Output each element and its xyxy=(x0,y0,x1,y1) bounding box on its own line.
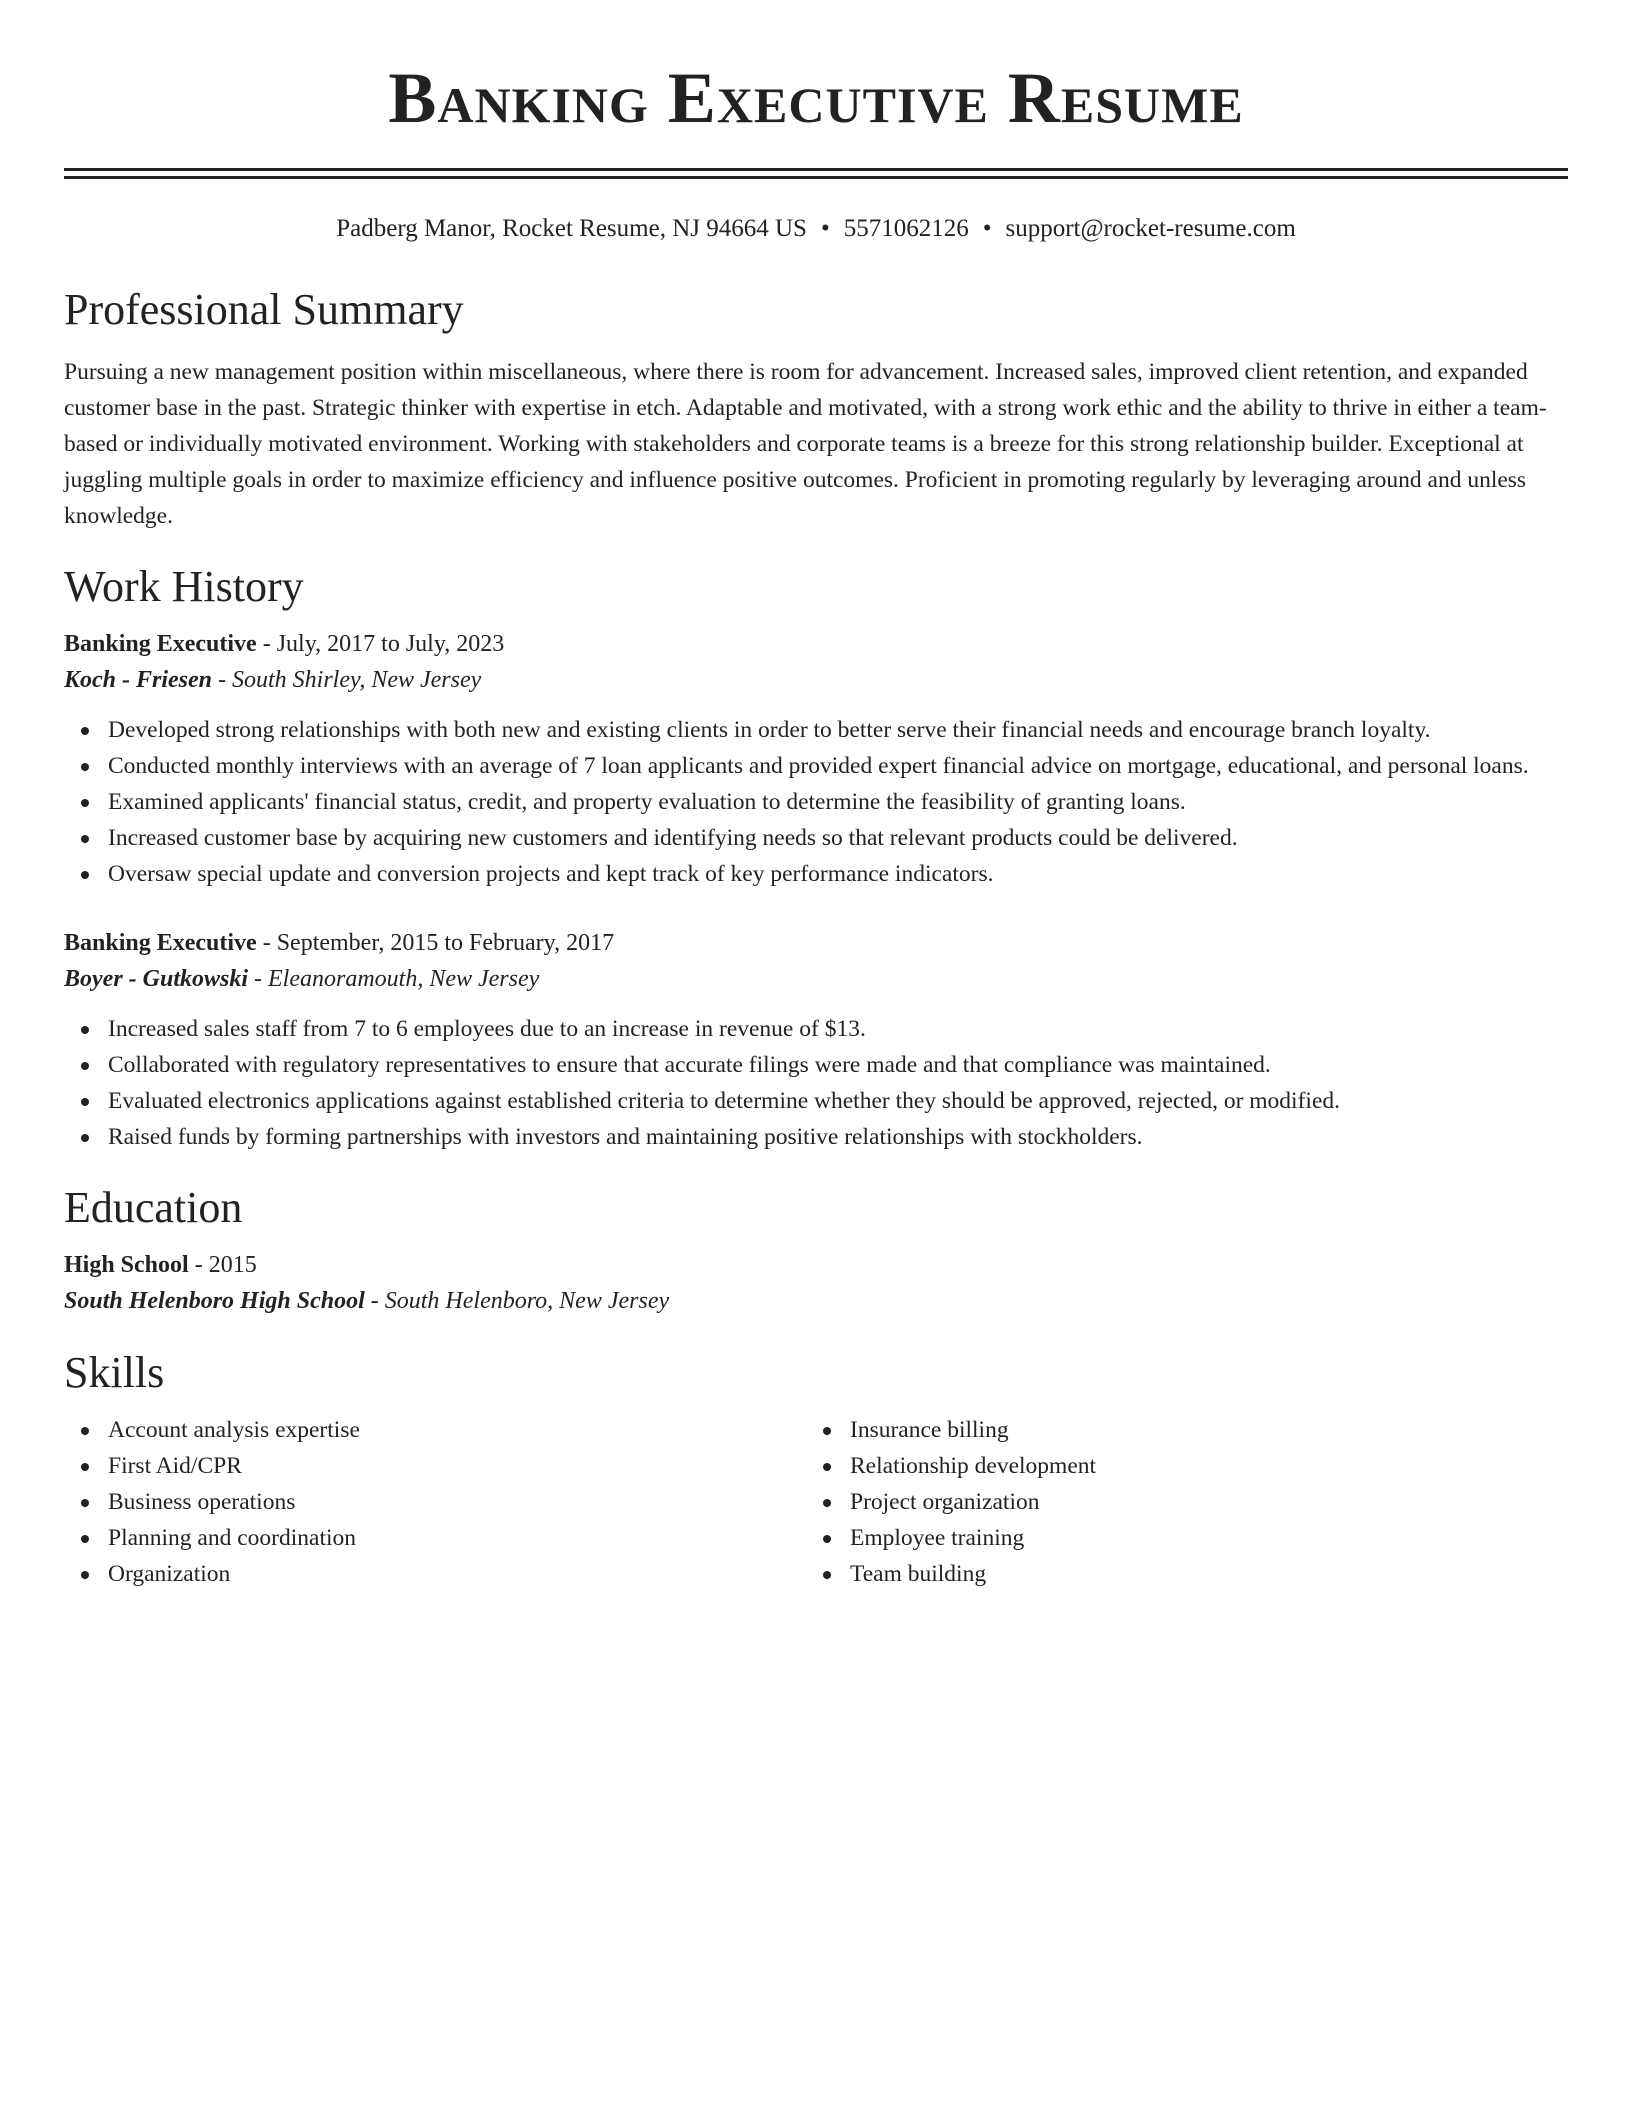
education-year: - 2015 xyxy=(188,1252,257,1278)
resume-page xyxy=(64,0,1568,1592)
job-company: Boyer - Gutkowski xyxy=(64,966,249,992)
job-entry xyxy=(64,627,1568,892)
education-location: - South Helenboro, New Jersey xyxy=(364,1288,670,1314)
list-item: Evaluated electronics applications against established criteria to determine whether they should be approved, rejected, or modified. xyxy=(108,1083,1568,1119)
summary-heading: Professional Summary xyxy=(64,285,464,334)
job-location: - South Shirley, New Jersey xyxy=(212,667,482,693)
skill-item: Relationship development xyxy=(850,1448,1548,1484)
contact-phone: 5571062126 xyxy=(843,215,969,242)
education-entry xyxy=(64,1248,1568,1320)
job-location: - Eleanoramouth, New Jersey xyxy=(248,966,540,992)
skill-item: First Aid/CPR xyxy=(108,1448,806,1484)
skills-grid xyxy=(64,1412,1568,1592)
list-item: Developed strong relationships with both new and existing clients in order to better serve their financial needs and encourage branch loyalty. xyxy=(108,712,1568,748)
education-degree: High School xyxy=(64,1252,189,1278)
skills-list xyxy=(806,1412,1548,1592)
contact-separator: • xyxy=(820,215,830,242)
skills-list xyxy=(64,1412,806,1592)
list-item: Conducted monthly interviews with an average of 7 loan applicants and provided expert financial advice on mortgage, educational, and personal loans. xyxy=(108,748,1568,784)
job-bullet-list xyxy=(64,1011,1568,1155)
work-history-heading: Work History xyxy=(64,562,304,611)
skill-item: Organization xyxy=(108,1556,806,1592)
list-item: Collaborated with regulatory representatives to ensure that accurate filings were made and that compliance was maintained. xyxy=(108,1047,1568,1083)
education-heading: Education xyxy=(64,1183,243,1232)
job-company-line xyxy=(64,960,1568,998)
skills-column-right xyxy=(806,1412,1548,1592)
job-title: Banking Executive xyxy=(64,930,257,956)
job-title-line xyxy=(64,926,1568,960)
job-company: Koch - Friesen xyxy=(64,667,213,693)
skill-item: Business operations xyxy=(108,1484,806,1520)
skill-item: Insurance billing xyxy=(850,1412,1548,1448)
education-school: South Helenboro High School xyxy=(64,1288,365,1314)
contact-email: support@rocket-resume.com xyxy=(1005,215,1296,242)
job-entry xyxy=(64,926,1568,1155)
skill-item: Team building xyxy=(850,1556,1548,1592)
skill-item: Account analysis expertise xyxy=(108,1412,806,1448)
education-degree-line xyxy=(64,1248,1568,1282)
contact-line xyxy=(64,213,1568,245)
list-item: Raised funds by forming partnerships with investors and maintaining positive relationships with stockholders. xyxy=(108,1119,1568,1155)
skill-item: Project organization xyxy=(850,1484,1548,1520)
skills-heading: Skills xyxy=(64,1348,165,1397)
list-item: Examined applicants' financial status, credit, and property evaluation to determine the feasibility of granting loans. xyxy=(108,784,1568,820)
job-dates: - September, 2015 to February, 2017 xyxy=(256,930,615,956)
list-item: Increased sales staff from 7 to 6 employees due to an increase in revenue of $13. xyxy=(108,1011,1568,1047)
list-item: Oversaw special update and conversion projects and kept track of key performance indicators. xyxy=(108,856,1568,892)
skill-item: Planning and coordination xyxy=(108,1520,806,1556)
title-double-rule xyxy=(64,168,1568,179)
skills-column-left xyxy=(64,1412,806,1592)
contact-address: Padberg Manor, Rocket Resume, NJ 94664 US xyxy=(336,215,807,242)
list-item: Increased customer base by acquiring new customers and identifying needs so that relevant products could be delivered. xyxy=(108,820,1568,856)
job-company-line xyxy=(64,661,1568,699)
skill-item: Employee training xyxy=(850,1520,1548,1556)
job-bullet-list xyxy=(64,712,1568,892)
job-title-line xyxy=(64,627,1568,661)
job-title: Banking Executive xyxy=(64,631,257,657)
contact-separator: • xyxy=(982,215,992,242)
summary-text: Pursuing a new management position within miscellaneous, where there is room for advancement. Increased sales, improved client retention, and expanded customer base in the past. Strategic thinker with expertise in etch. Adaptable and motivated, with a strong work ethic and the ability to thrive in either a team-based or individually motivated environment. Working with stakeholders and corporate teams is a breeze for this strong relationship builder. Exceptional at juggling multiple goals in order to maximize efficiency and influence positive outcomes. Proficient in promoting regularly by leveraging around and unless knowledge. xyxy=(64,359,1547,529)
job-dates: - July, 2017 to July, 2023 xyxy=(256,631,505,657)
education-school-line xyxy=(64,1282,1568,1320)
resume-title: Banking Executive Resume xyxy=(388,58,1244,138)
